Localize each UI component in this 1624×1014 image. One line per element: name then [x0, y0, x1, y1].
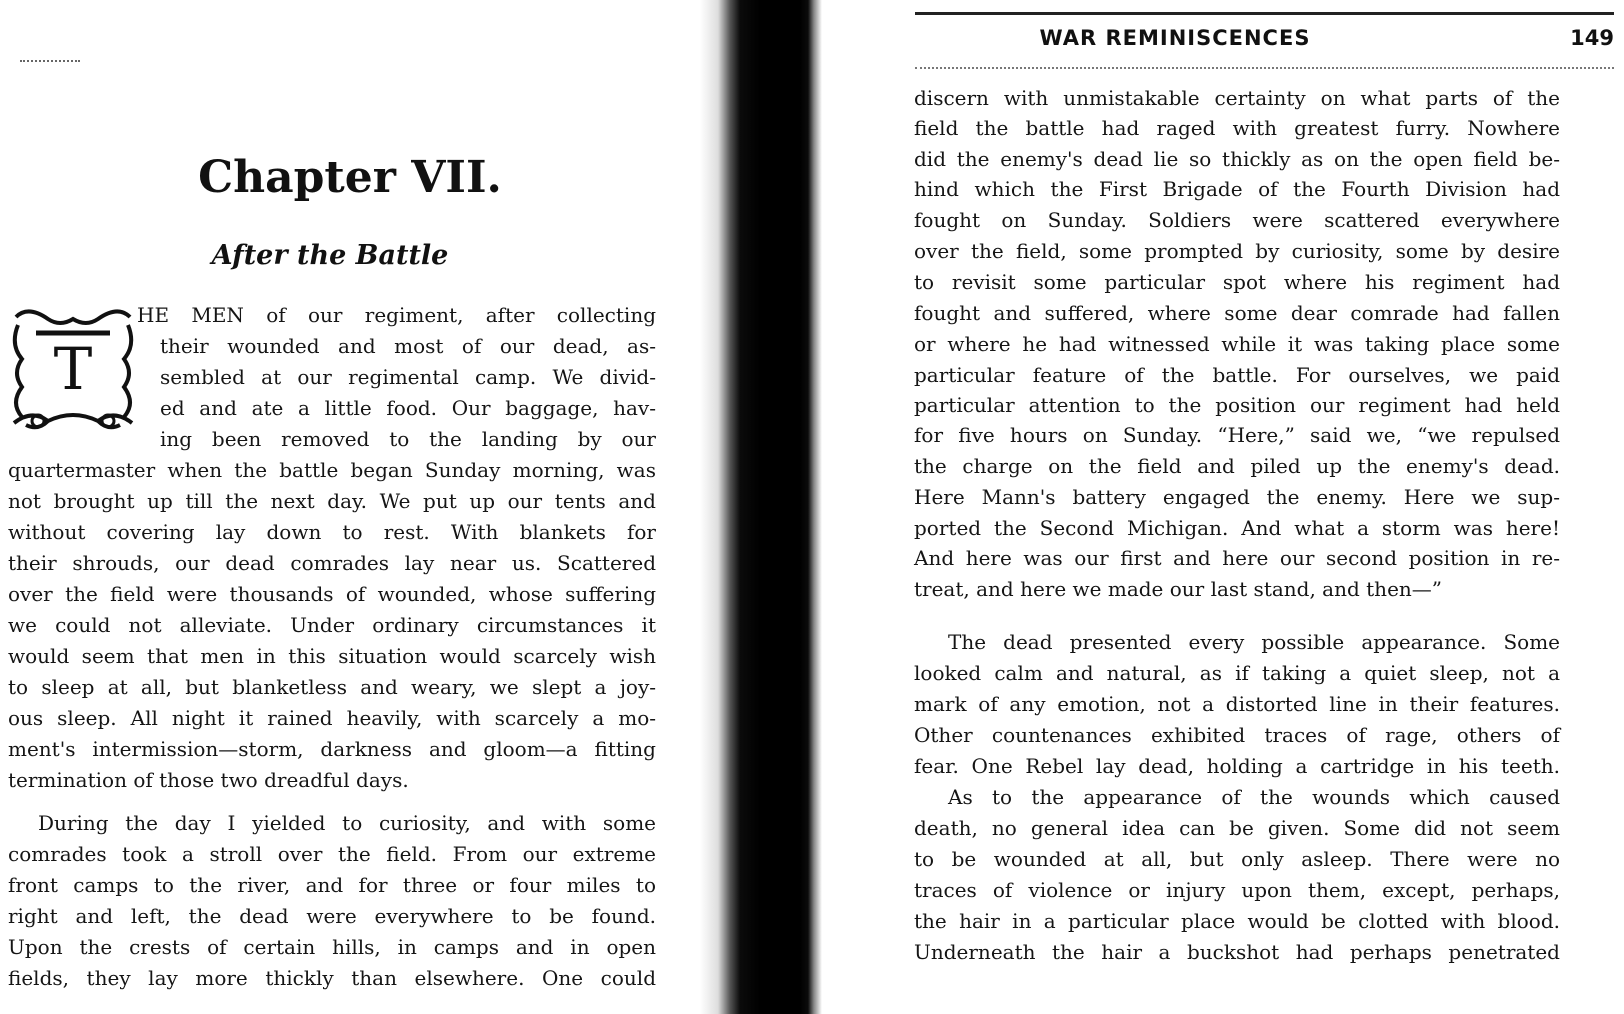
- running-head: WAR REMINISCENCES: [1039, 26, 1311, 50]
- text-line: particular attention to the position our regiment had held: [914, 393, 1560, 417]
- text-line: Here Mann's battery engaged the enemy. Here we sup-: [914, 485, 1560, 509]
- scan-mark: [20, 60, 80, 62]
- text-line: particular feature of the battle. For ourselves, we paid: [914, 363, 1560, 387]
- text-line: to sleep at all, but blanketless and weary, we slept a joy-: [8, 675, 656, 699]
- chapter-subtitle: After the Battle: [211, 240, 449, 271]
- text-line: ed and ate a little food. Our baggage, hav-: [160, 396, 656, 420]
- text-line: Underneath the hair a buckshot had perhaps penetrated: [914, 940, 1560, 964]
- text-line: death, no general idea can be given. Some did not seem: [914, 816, 1560, 840]
- text-line: would seem that men in this situation would scarcely wish: [8, 644, 656, 668]
- text-line: treat, and here we made our last stand, and then—”: [914, 577, 1443, 601]
- page-number: 149: [1570, 26, 1614, 50]
- text-line: their shrouds, our dead comrades lay near us. Scattered: [8, 551, 656, 575]
- chapter-title: Chapter VII.: [198, 152, 502, 203]
- text-line: to be wounded at all, but only asleep. There were no: [914, 847, 1560, 871]
- text-line: discern with unmistakable certainty on what parts of the: [914, 86, 1560, 110]
- text-line: fear. One Rebel lay dead, holding a cartridge in his teeth.: [914, 754, 1560, 778]
- drop-cap-letter: T: [53, 335, 93, 403]
- text-line: ing been removed to the landing by our: [160, 427, 656, 451]
- header-rule: [915, 12, 1614, 15]
- text-line: or where he had witnessed while it was taking place some: [914, 332, 1560, 356]
- text-line: field the battle had raged with greatest furry. Nowhere: [914, 116, 1560, 140]
- text-line: quartermaster when the battle began Sunday morning, was: [8, 458, 656, 482]
- text-line: ported the Second Michigan. And what a storm was here!: [914, 516, 1560, 540]
- text-line: looked calm and natural, as if taking a quiet sleep, not a: [914, 661, 1560, 685]
- text-line: comrades took a stroll over the field. From our extreme: [8, 842, 656, 866]
- text-line: hind which the First Brigade of the Fourth Division had: [914, 177, 1560, 201]
- text-line: the charge on the field and piled up the enemy's dead.: [914, 454, 1560, 478]
- text-line: Other countenances exhibited traces of rage, others of: [914, 723, 1560, 747]
- text-line: HE MEN of our regiment, after collecting: [137, 303, 656, 327]
- text-line: fought on Sunday. Soldiers were scattered everywhere: [914, 208, 1560, 232]
- text-line: sembled at our regimental camp. We divid-: [160, 365, 656, 389]
- text-line: termination of those two dreadful days.: [8, 768, 409, 792]
- text-line: Upon the crests of certain hills, in camps and in open: [8, 935, 656, 959]
- text-line: without covering lay down to rest. With blankets for: [8, 520, 656, 544]
- text-line: right and left, the dead were everywhere to be found.: [8, 904, 656, 928]
- text-line: ous sleep. All night it rained heavily, with scarcely a mo-: [8, 706, 656, 730]
- text-line: ment's intermission—storm, darkness and gloom—a fitting: [8, 737, 656, 761]
- text-line: front camps to the river, and for three or four miles to: [8, 873, 656, 897]
- text-line: did the enemy's dead lie so thickly as on the open field be-: [914, 147, 1560, 171]
- drop-cap-ornament: [8, 305, 138, 433]
- text-line: for five hours on Sunday. “Here,” said we, “we repulsed: [914, 423, 1560, 447]
- text-line: During the day I yielded to curiosity, and with some: [38, 811, 656, 835]
- text-line: not brought up till the next day. We put up our tents and: [8, 489, 656, 513]
- text-line: to revisit some particular spot where his regiment had: [914, 270, 1560, 294]
- text-line: the hair in a particular place would be clotted with blood.: [914, 909, 1560, 933]
- right-page: [905, 0, 1624, 1014]
- text-line: fought and suffered, where some dear comrade had fallen: [914, 301, 1560, 325]
- book-gutter: [700, 0, 905, 1014]
- text-line: traces of violence or injury upon them, except, perhaps,: [914, 878, 1560, 902]
- text-line: The dead presented every possible appearance. Some: [948, 630, 1560, 654]
- text-line: over the field were thousands of wounded, whose suffering: [8, 582, 656, 606]
- text-line: over the field, some prompted by curiosity, some by desire: [914, 239, 1560, 263]
- text-line: we could not alleviate. Under ordinary circumstances it: [8, 613, 656, 637]
- left-page: [0, 0, 700, 1014]
- text-line: their wounded and most of our dead, as-: [160, 334, 656, 358]
- text-line: As to the appearance of the wounds which caused: [948, 785, 1560, 809]
- text-line: And here was our first and here our second position in re-: [914, 546, 1560, 570]
- header-rule-dotted: [915, 67, 1614, 69]
- text-line: fields, they lay more thickly than elsewhere. One could: [8, 966, 656, 990]
- text-line: mark of any emotion, not a distorted line in their features.: [914, 692, 1560, 716]
